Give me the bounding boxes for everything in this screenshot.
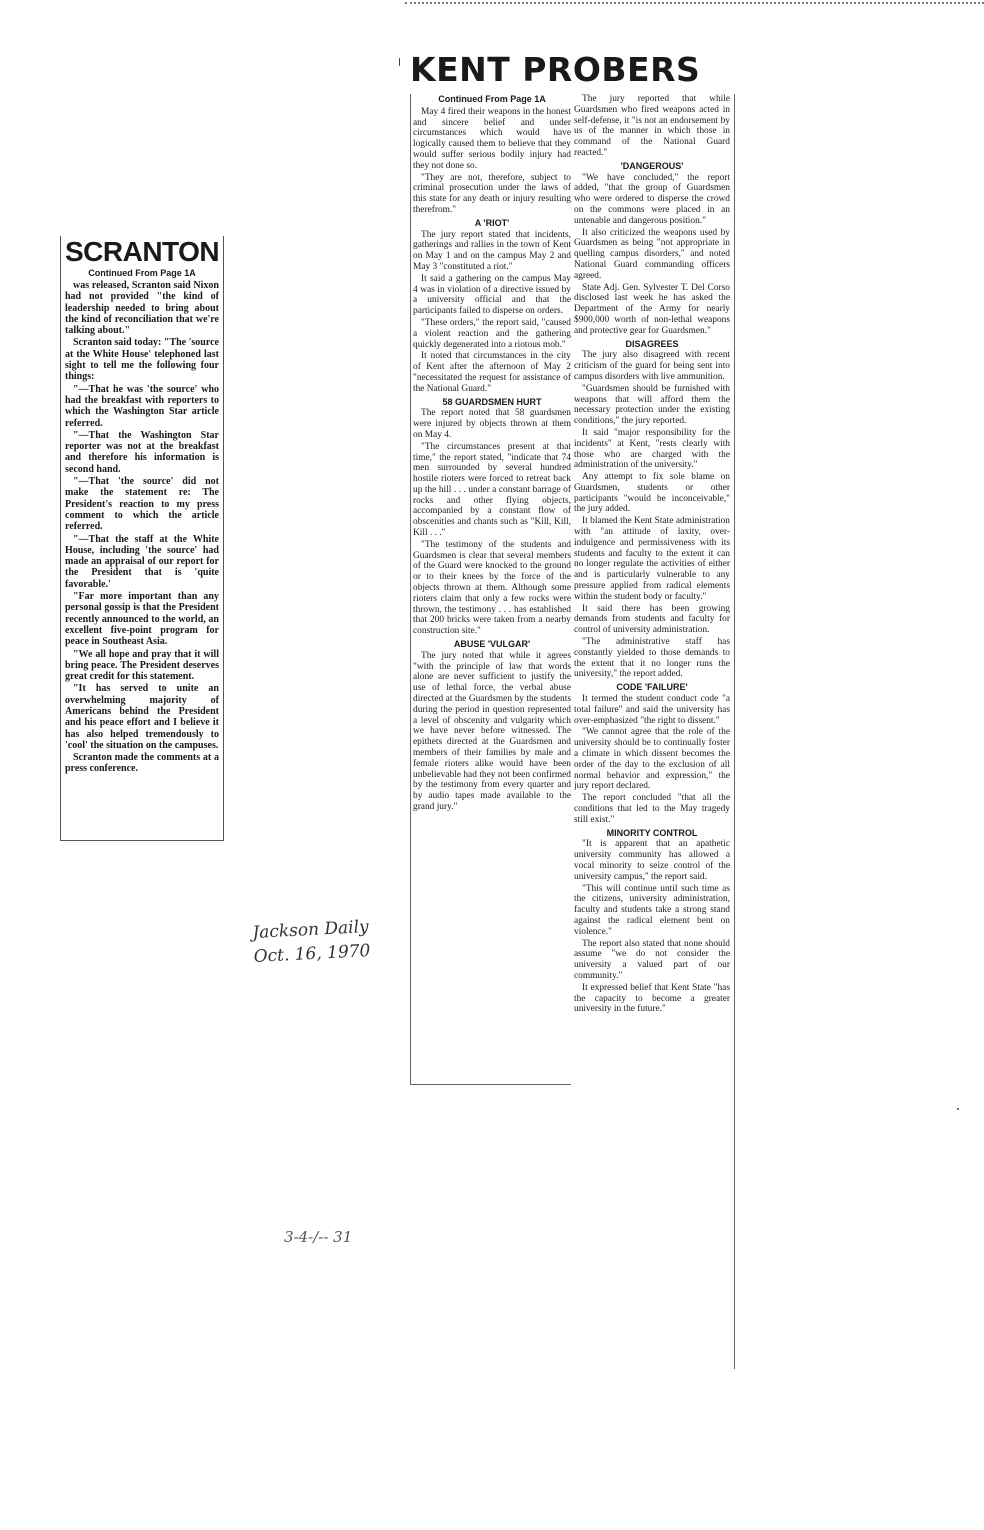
article-paragraph: "The administrative staff has constantly yielded to those demands to the extent that it no longer runs the university," the report added. <box>574 637 730 680</box>
handwritten-source-note <box>252 915 371 969</box>
article-paragraph: The jury noted that while it agrees "with the principle of law that words alone are never sufficient to justify the use of lethal force, the verbal abuse directed at the Guardsmen by the students during the period in question represented a level of obscenity and vulgarity which we have never before witnessed. The epithets directed at the Guardsmen and members of their families by male and female rioters alike would have been unbelievable had they not been confirmed by the testimony from every quarter and by audio tapes made available to the grand jury." <box>413 650 571 812</box>
scranton-paragraph: "—That 'the source' did not make the statement re: The President's reaction to my press comment to which the article referred. <box>65 476 219 533</box>
kent-column-2 <box>574 94 735 1369</box>
article-paragraph: "The testimony of the students and Guardsmen is clear that several members of the Guard were knocked to the ground or to their knees by the force of the objects thrown at them. Although some rioters claim that only a few rocks were thrown, the testimony . . . has established that 200 bricks were taken from a nearby construction site." <box>413 539 571 637</box>
article-paragraph: Any attempt to fix sole blame on Guardsmen, students or other participants "would be inconceivable," the jury added. <box>574 472 730 515</box>
article-paragraph: It blamed the Kent State administration with "an attitude of laxity, over-indulgence and permissiveness with its students and faculty to the extent it can no longer regulate the activities of either and is particularly vulnerable to any pressure applied from radical elements within the student body or faculty." <box>574 516 730 602</box>
scranton-paragraph: "Far more important than any personal gossip is that the President recently announced to the world, an excellent five-point program for peace in Southeast Asia. <box>65 591 219 648</box>
scan-speck <box>399 58 400 66</box>
article-paragraph: It said "major responsibility for the incidents" at Kent, "rests clearly with those who are charged with the administration of the university." <box>574 427 730 471</box>
article-paragraph: It noted that circumstances in the city of Kent after the afternoon of May 2 "necessitated the request for assistance of the National Guard." <box>413 351 571 394</box>
kent-column-1 <box>410 94 571 1085</box>
subhead: CODE 'FAILURE' <box>616 682 688 693</box>
scranton-paragraph: "We all hope and pray that it will bring peace. The President deserves great credit for this statement. <box>65 648 219 683</box>
article-paragraph: It said a gathering on the campus May 4 was in violation of a directive issued by a university official and that the participants failed to disperse on orders. <box>413 273 571 317</box>
article-paragraph: The jury report stated that incidents, gatherings and rallies in the town of Kent on May 1 and on the campus May 2 and May 3 "constituted a riot." <box>413 229 571 272</box>
article-paragraph: May 4 fired their weapons in the honest and sincere belief and under circumstances which would have logically caused them to believe that they would suffer serious bodily injury had they not done so. <box>413 106 571 171</box>
scranton-paragraph: "—That he was 'the source' who had the breakfast with reporters to which the Washington Star article referred. <box>65 383 219 429</box>
article-paragraph: "Guardsmen should be furnished with weapons that will afford them the necessary protection under the existing conditions," the jury reported. <box>574 383 730 427</box>
scranton-continued-line: Continued From Page 1A <box>88 268 196 278</box>
scranton-paragraph: "It has served to unite an overwhelming majority of Americans behind the President and his peace effort and I believe it has also helped tremendously to 'cool' the situation on the campuses. <box>65 683 219 751</box>
article-paragraph: It said there has been growing demands from students and faculty for control of university administration. <box>574 603 730 636</box>
scranton-paragraph: was released, Scranton said Nixon had not provided "the kind of leadership needed to bring about the kind of reconciliation that we're talking about." <box>65 280 219 337</box>
scranton-article-body <box>65 280 219 775</box>
subhead: ABUSE 'VULGAR' <box>453 639 531 650</box>
article-paragraph: It expressed belief that Kent State "has the capacity to become a greater university in the future." <box>574 982 730 1015</box>
article-paragraph: The report concluded "that all the conditions that led to the May tragedy still exist." <box>574 793 730 825</box>
scranton-paragraph: "—That the staff at the White House, including 'the source' had made an appraisal of our report for the President that is 'quite favorable.' <box>65 533 219 590</box>
scranton-paragraph: Scranton said today: "The 'source at the White House' telephoned last sight to tell me the following four things: <box>65 337 219 383</box>
kent-probers-clipping <box>400 50 738 1330</box>
article-paragraph: "These orders," the report said, "caused a violent reaction and the gathering quickly degenerated into a riotous mob." <box>413 317 571 350</box>
scranton-headline: SCRANTON <box>65 236 220 267</box>
article-paragraph: "This will continue until such time as the citizens, university administration, faculty and students take a strong stand against the radical element bent on violence." <box>574 883 730 937</box>
article-paragraph: State Adj. Gen. Sylvester T. Del Corso disclosed last week he has asked the Department of the Army for nearly $900,000 worth of non-lethal weapons and protective gear for Guardsmen." <box>574 282 730 336</box>
handwritten-paper-name: Jackson Daily <box>251 916 370 944</box>
article-paragraph: The report noted that 58 guardsmen were injured by objects thrown at them on May 4. <box>413 408 571 440</box>
kent-headline: KENT PROBERS <box>410 50 701 89</box>
subhead: MINORITY CONTROL <box>606 827 698 838</box>
kent-continued-line: Continued From Page 1A <box>438 94 546 104</box>
article-paragraph: "We cannot agree that the role of the university should be to continually foster a climate in which dissent becomes the order of the day to the exclusion of all normal behavior and expression," the jury report declared. <box>574 727 730 792</box>
scan-speck <box>957 1108 959 1110</box>
article-paragraph: The jury reported that while Guardsmen who fired weapons acted in self-defense, it "is not an endorsement by us of the manner in which those in command of the National Guard reacted." <box>574 94 730 158</box>
article-paragraph: "They are not, therefore, subject to criminal prosecution under the laws of this state for any death or injury resulting therefrom." <box>413 172 571 215</box>
top-dotted-rule <box>405 2 984 4</box>
handwritten-date: Oct. 16, 1970 <box>253 940 371 968</box>
scranton-clipping <box>60 236 224 841</box>
scranton-paragraph: Scranton made the comments at a press conference. <box>65 752 219 775</box>
scranton-paragraph: "—That the Washington Star reporter was not at the breakfast and therefore his information is second hand. <box>65 429 219 475</box>
article-paragraph: It also criticized the weapons used by Guardsmen as being "not appropriate in quelling campus disorders," and noted National Guard commanding officers agreed. <box>574 227 730 281</box>
subhead: A 'RIOT' <box>474 217 510 228</box>
article-paragraph: "We have concluded," the report added, "that the group of Guardsmen who were ordered to disperse the crowd on the commons were placed in an untenable and dangerous position." <box>574 172 730 226</box>
article-paragraph: It termed the student conduct code "a total failure" and said the university has over-emphasized "the right to dissent." <box>574 694 730 726</box>
subhead: 'DANGEROUS' <box>620 160 684 171</box>
article-paragraph: The report also stated that none should assume "we do not consider the university a valued part of our community." <box>574 938 730 981</box>
article-paragraph: The jury also disagreed with recent criticism of the guard for being sent into campus disorders with live ammunition. <box>574 350 730 382</box>
subhead: DISAGREES <box>625 338 679 349</box>
handwritten-file-code: 3-4-/-- 31 <box>284 1228 353 1246</box>
subhead: 58 GUARDSMEN HURT <box>442 396 542 407</box>
article-paragraph: "It is apparent that an apathetic university community has allowed a vocal minority to seize control of the university campus," the report said. <box>574 839 730 882</box>
article-paragraph: "The circumstances present at that time," the report stated, "indicate that 74 men surrounded by several hundred hostile rioters were forced to retreat back up the hill . . . under a constant barrage of rocks and other flying objects, accompanied by a constant flow of obscenities and chants such as "Kill, Kill, Kill . . ." <box>413 441 571 539</box>
